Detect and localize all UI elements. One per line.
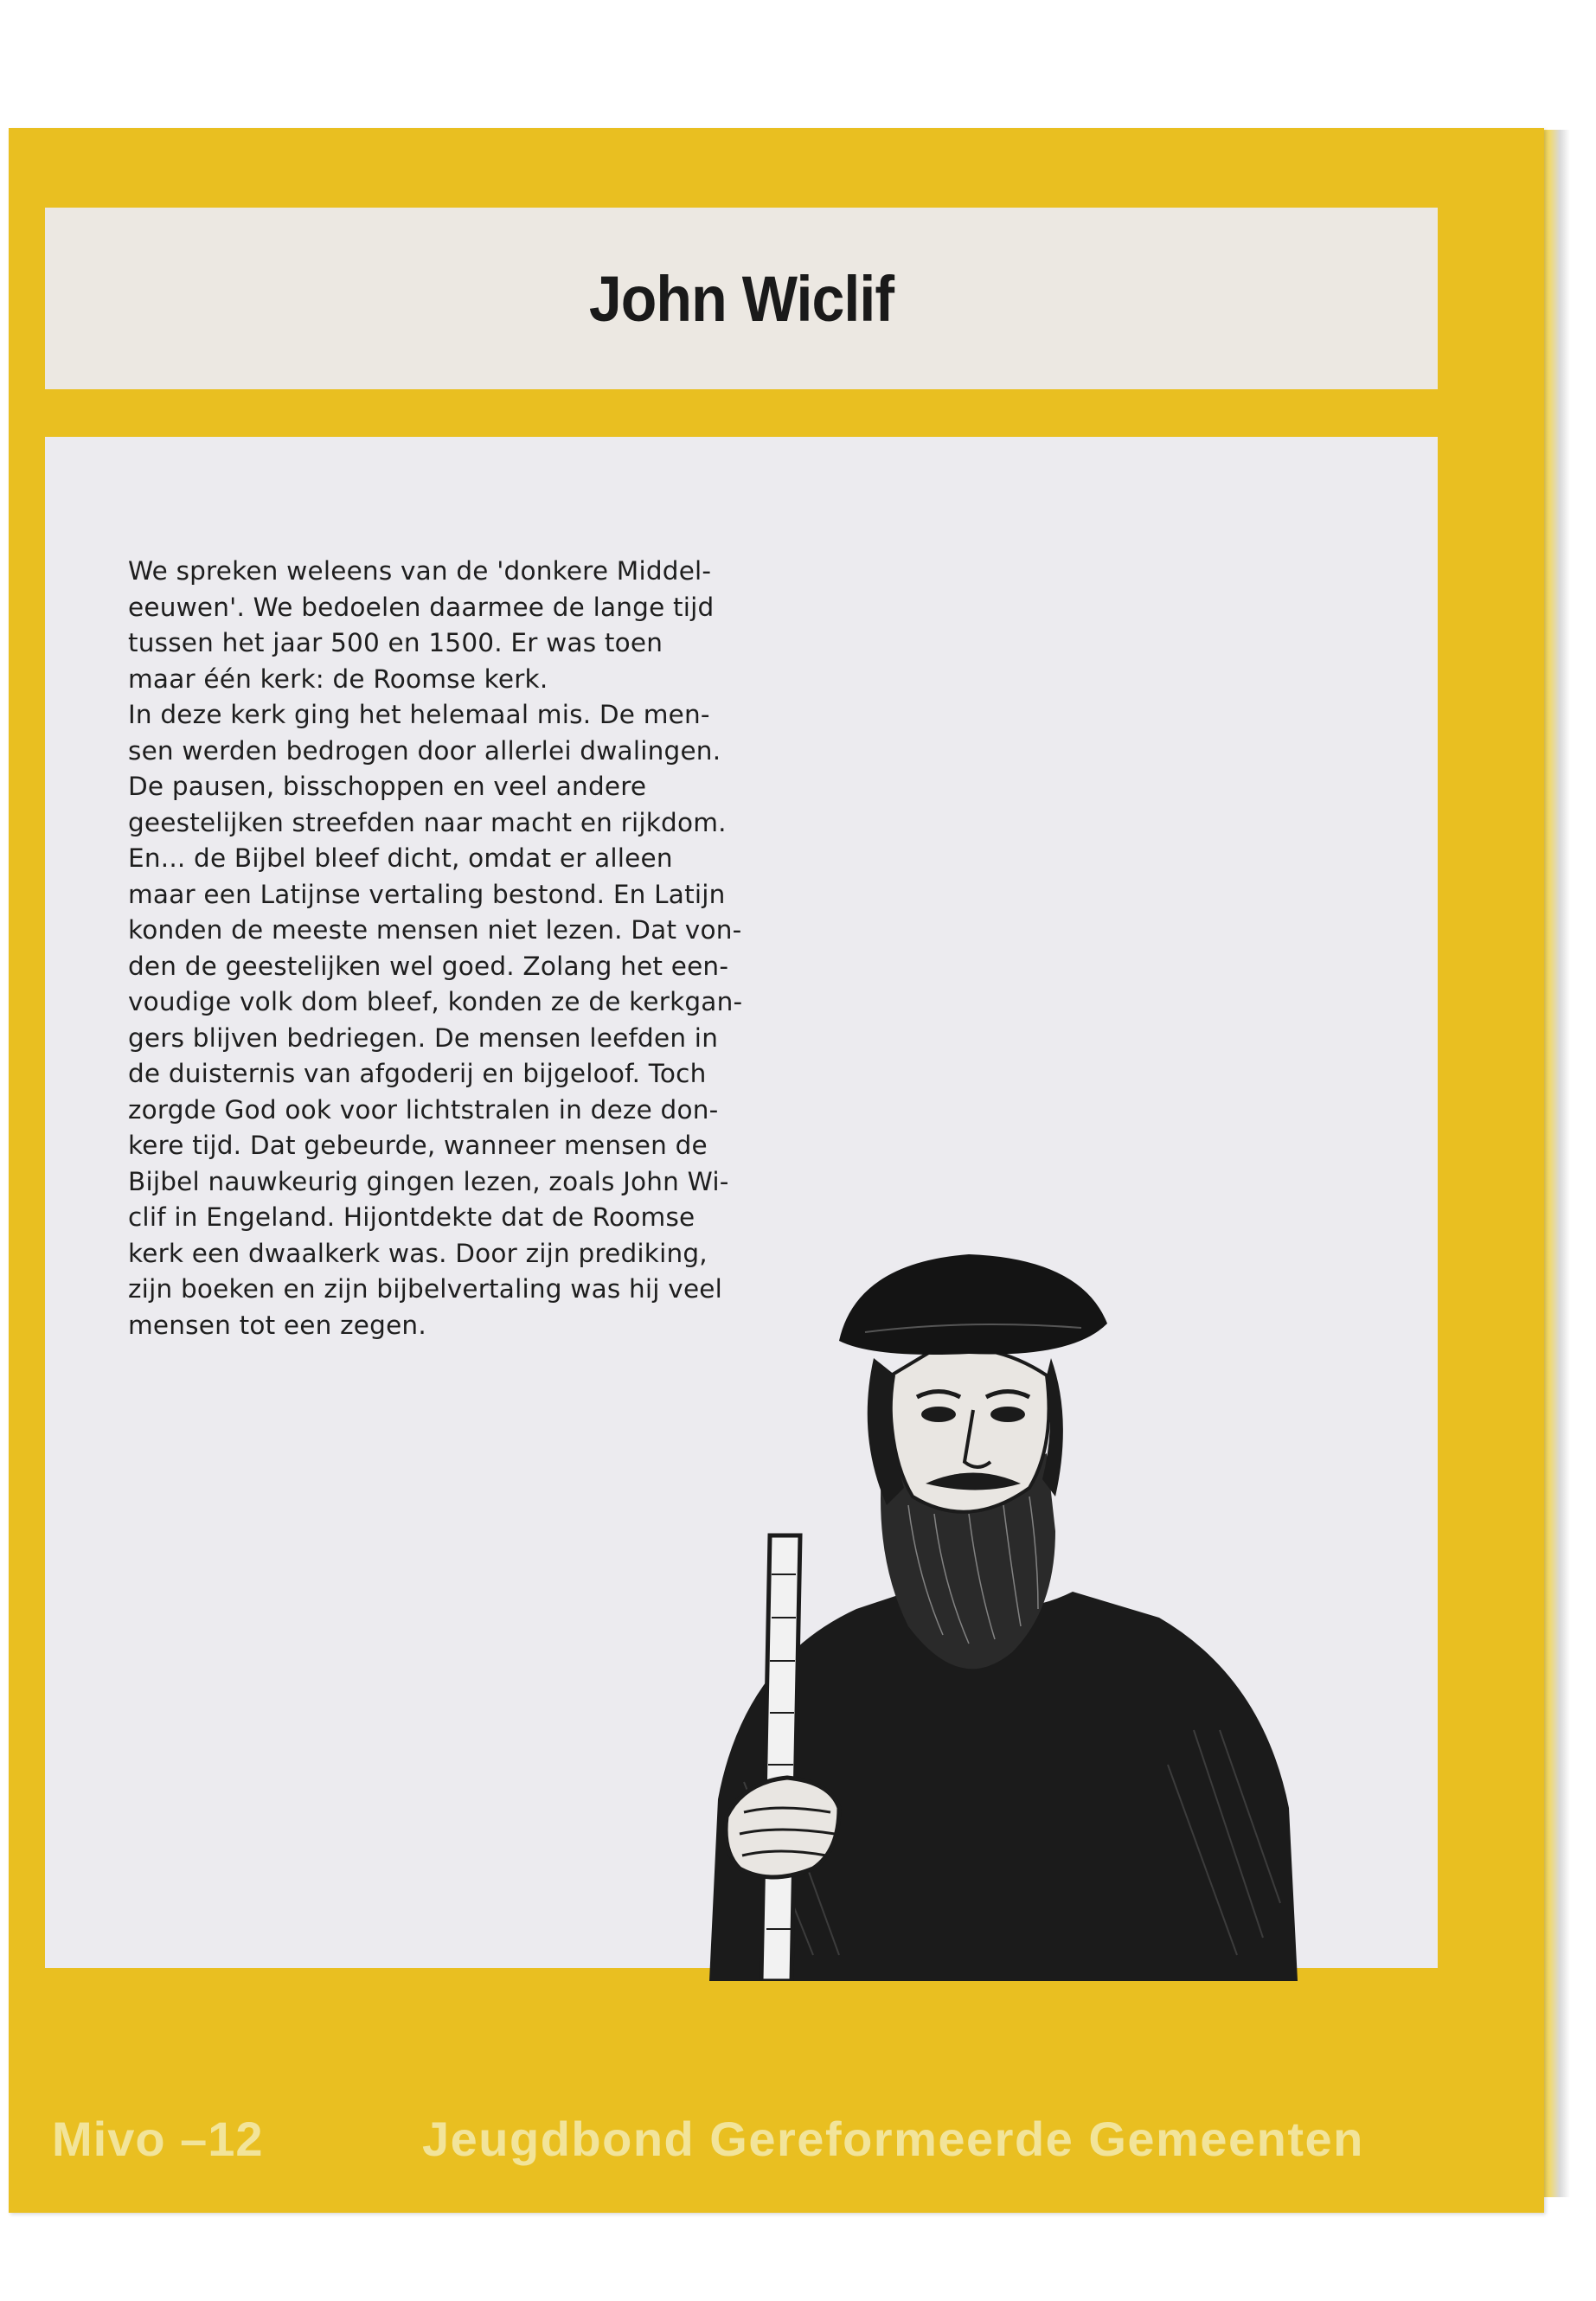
body-line: geestelijken streefden naar macht en rijkdom. <box>128 807 727 837</box>
body-line: De pausen, bisschoppen en veel andere <box>128 772 647 801</box>
body-text <box>128 554 820 1343</box>
body-line: In deze kerk ging het helemaal mis. De men- <box>128 700 710 729</box>
body-line: kerk een dwaalkerk was. Door zijn prediking, <box>128 1238 708 1268</box>
body-line: maar één kerk: de Roomse kerk. <box>128 663 548 694</box>
body-line: clif in Engeland. Hijontdekte dat de Roomse <box>128 1202 695 1232</box>
hand-shape <box>726 1778 839 1877</box>
cap-shape <box>839 1254 1107 1355</box>
staff-shape <box>761 1535 800 1981</box>
body-line: konden de meeste mensen niet lezen. Dat von- <box>128 915 742 945</box>
body-line: maar een Latijnse vertaling bestond. En Latijn <box>128 879 726 909</box>
body-line: tussen het jaar 500 en 1500. Er was toen <box>128 628 663 657</box>
body-line: We spreken weleens van de 'donkere Middel- <box>128 556 712 586</box>
portrait-woodcut-icon <box>709 1246 1298 1981</box>
body-line: zorgde God ook voor lichtstralen in deze don- <box>128 1094 719 1125</box>
body-line: En... de Bijbel bleef dicht, omdat er alleen <box>128 843 673 873</box>
footer-series-label: Mivo –12 <box>52 2112 264 2166</box>
body-line: voudige volk dom bleef, konden ze de kerkgan- <box>128 987 743 1016</box>
page-title: John Wiclif <box>588 262 894 335</box>
title-band <box>45 208 1438 389</box>
body-line: mensen tot een zegen. <box>128 1310 426 1340</box>
body-line: de duisternis van afgoderij en bijgeloof. Toch <box>128 1059 707 1088</box>
body-line: zijn boeken en zijn bijbelvertaling was hij veel <box>128 1274 723 1304</box>
footer-publisher: Jeugdbond Gereformeerde Gemeenten <box>422 2112 1364 2166</box>
body-line: eeuwen'. We bedoelen daarmee de lange tijd <box>128 592 715 622</box>
body-line: sen werden bedrogen door allerlei dwalingen. <box>128 735 721 766</box>
body-line: Bijbel nauwkeurig gingen lezen, zoals John Wi- <box>128 1166 729 1196</box>
body-line: kere tijd. Dat gebeurde, wanneer mensen de <box>128 1131 708 1160</box>
body-line: den de geestelijken wel goed. Zolang het een- <box>128 951 729 981</box>
body-line: gers blijven bedriegen. De mensen leefden in <box>128 1022 719 1053</box>
